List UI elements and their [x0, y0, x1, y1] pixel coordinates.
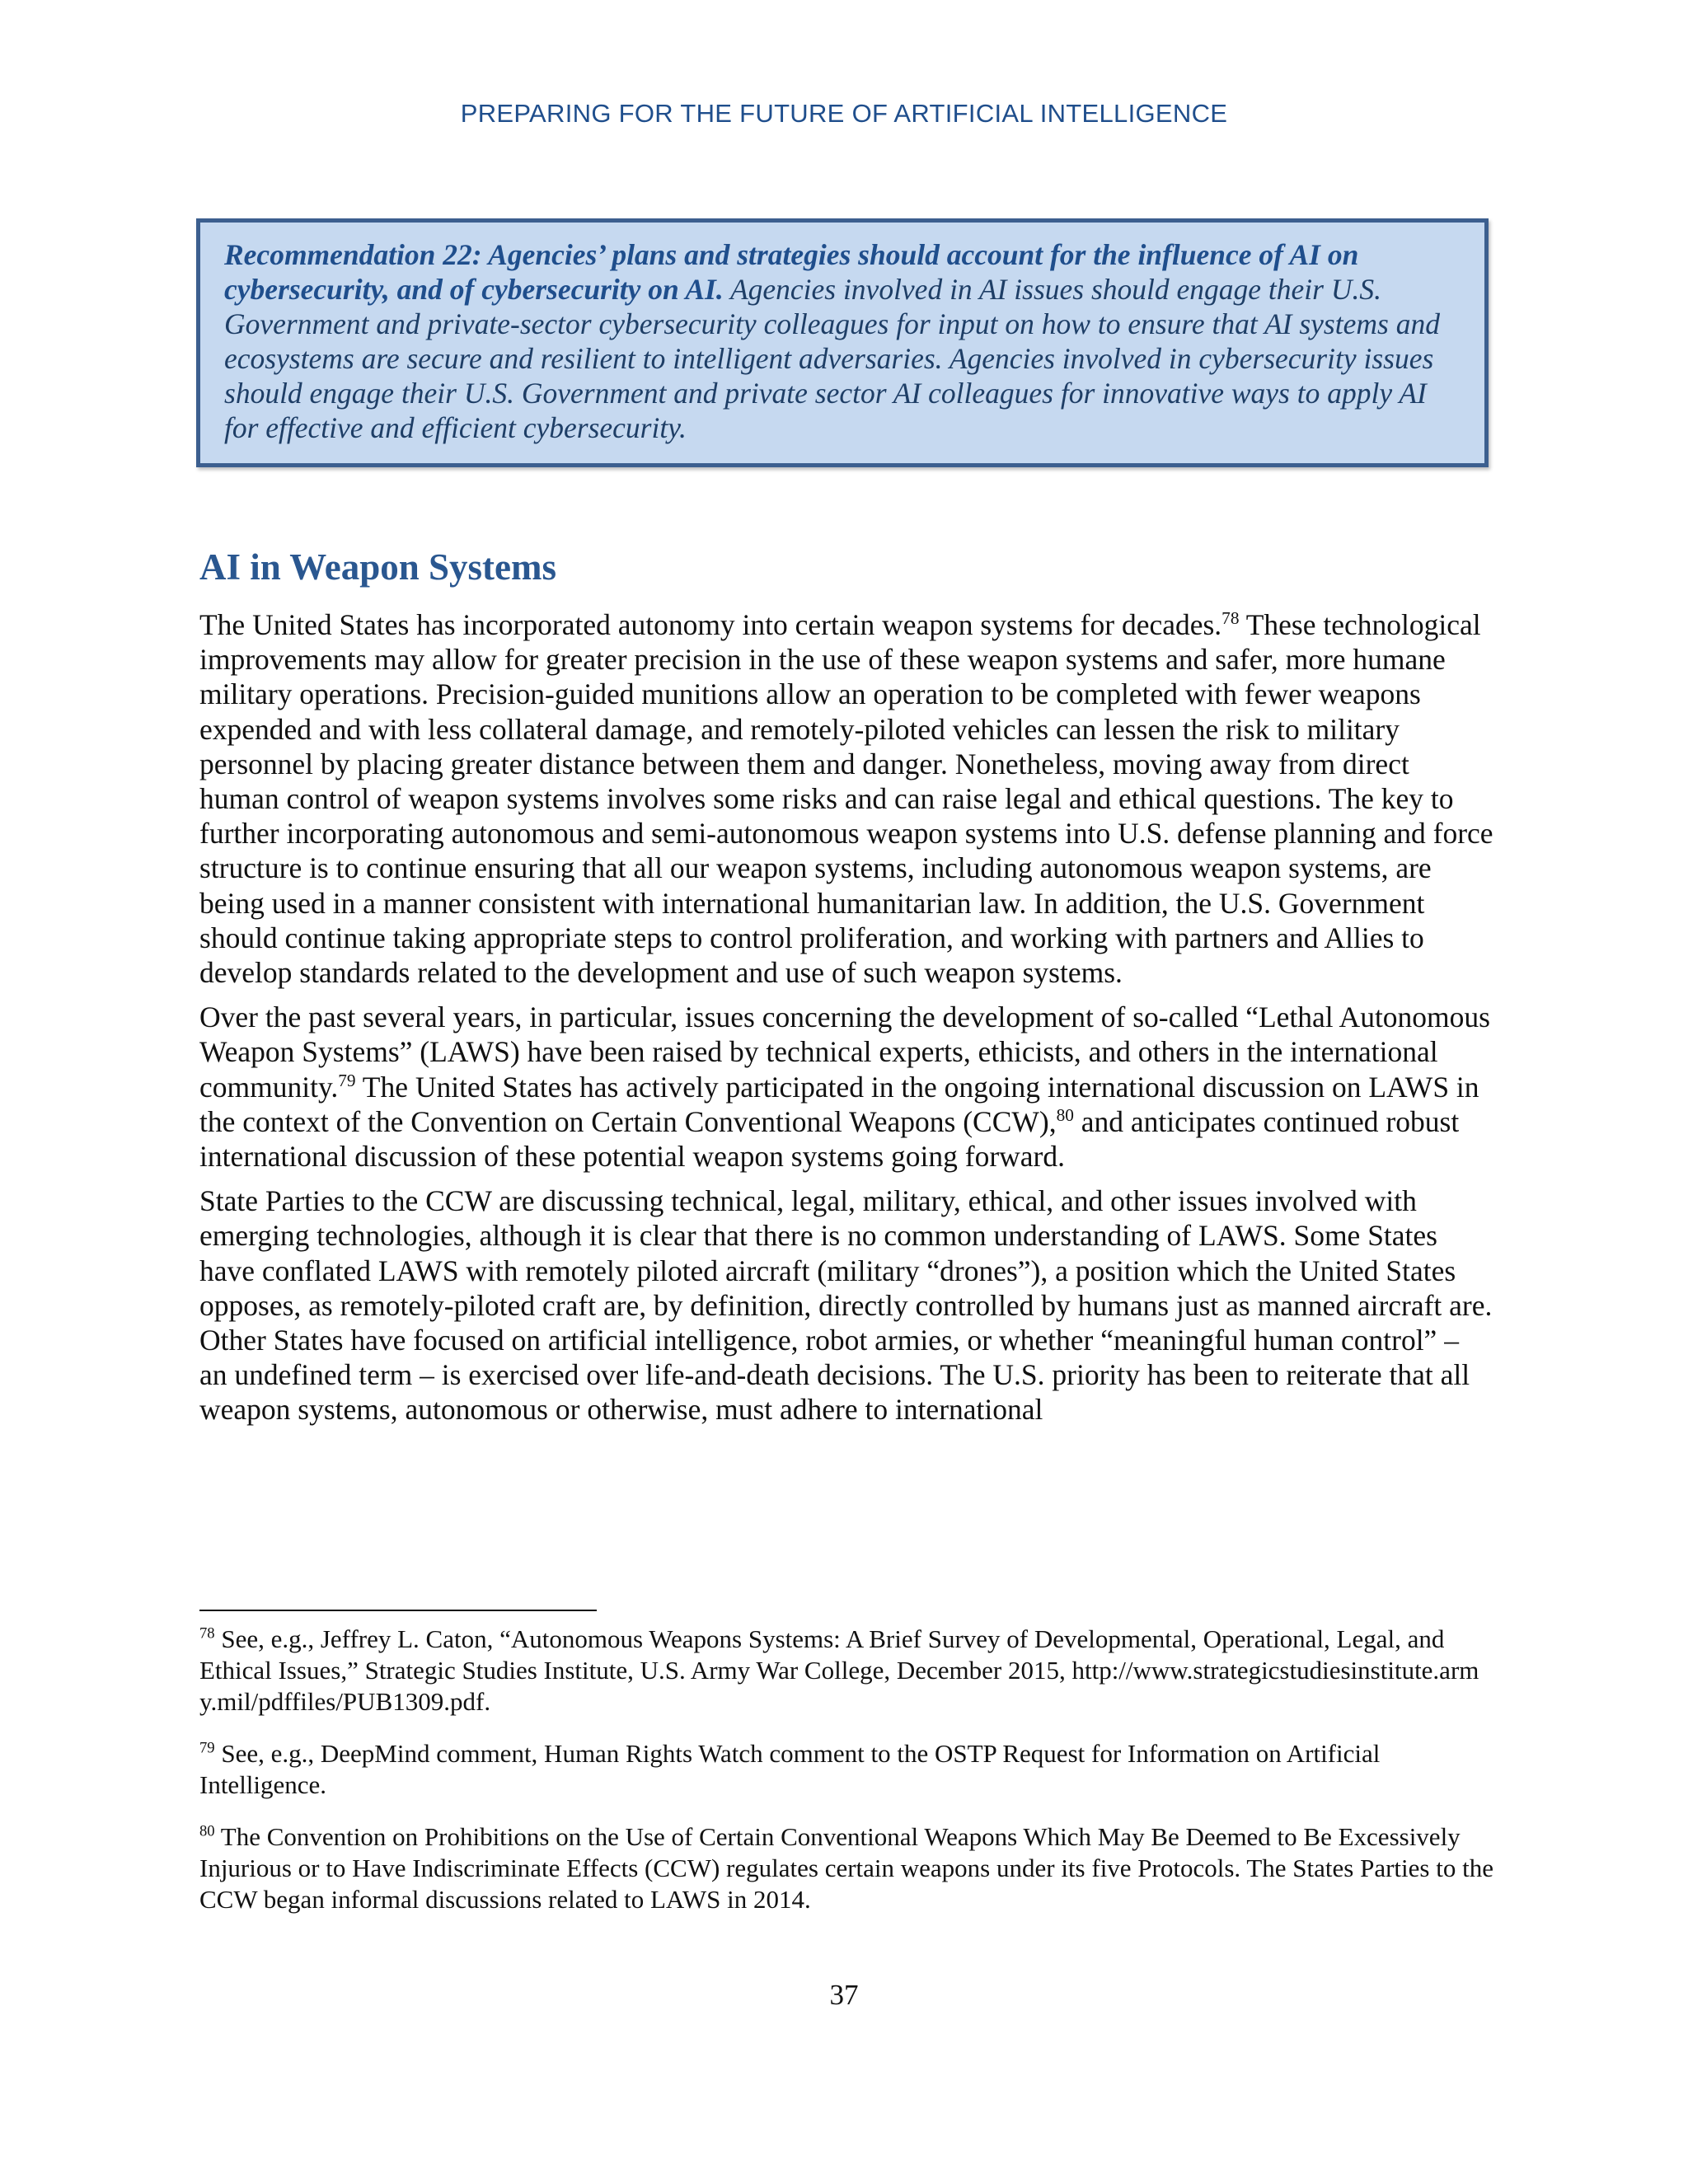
recommendation-box — [196, 218, 1489, 467]
footnote-ref-80: 80 — [1056, 1105, 1074, 1126]
paragraph-2-text-a: Over the past several years, in particular, issues concerning the development of so-called “Lethal Autonomous Weapon Systems” (LAWS) have been raised by technical experts, ethicists, and others in the international community. — [199, 1001, 1490, 1104]
footnote-text: See, e.g., DeepMind comment, Human Rights Watch comment to the OSTP Request for Information on Artificial Intelligence. — [199, 1739, 1381, 1799]
footnote-text: See, e.g., Jeffrey L. Caton, “Autonomous Weapons Systems: A Brief Survey of Developmental, Operational, Legal, and Ethical Issues,” Strategic Studies Institute, U.S. Army War College, December 2015, — [199, 1624, 1445, 1685]
footnotes — [199, 1624, 1493, 1936]
footnote-ref-78: 78 — [1221, 608, 1240, 629]
recommendation-text: Agencies involved in AI issues should engage their U.S. Government and private-sector cybersecurity colleagues for input on how to ensure that AI systems and ecosystems are secure and resilient to intelligent adversaries. Agencies involved in cybersecurity issues should engage their U.S. Government and private sector AI colleagues for innovative ways to apply AI for effective and efficient cybersecurity. — [224, 273, 1440, 444]
paragraph-2 — [199, 1000, 1493, 1174]
running-header: PREPARING FOR THE FUTURE OF ARTIFICIAL INTELLIGENCE — [460, 99, 1228, 128]
paragraph-3: State Parties to the CCW are discussing technical, legal, military, ethical, and other issues involved with emerging technologies, although it is clear that there is no common understanding of LAWS. Some States have conflated LAWS with remotely piloted aircraft (military “drones”), a position which the United States opposes, as remotely-piloted craft are, by definition, directly controlled by humans just as manned aircraft are. Other States have focused on artificial intelligence, robot armies, or whether “meaningful human control” – an undefined term – is exercised over life-and-death decisions. The U.S. priority has been to reiterate that all weapon systems, autonomous or otherwise, must adhere to international — [199, 1184, 1493, 1427]
footnote-number: 78 — [199, 1624, 215, 1643]
paragraph-2-text-c: and anticipates continued robust international discussion of these potential weapon systems going forward. — [199, 1104, 1460, 1174]
footnote-number: 79 — [199, 1739, 215, 1757]
recommendation-title: Recommendation 22: Agencies’ plans and strategies should account for the influence of AI on cybersecurity, and of cybersecurity on AI. — [224, 238, 1359, 306]
footnote-78 — [199, 1624, 1493, 1718]
footnote-separator — [199, 1610, 597, 1611]
footnote-url[interactable]: http://www.strategicstudiesinstitute.army.mil/pdffiles/PUB1309.pdf. — [199, 1656, 1479, 1716]
footnote-80 — [199, 1821, 1493, 1915]
footnote-ref-79: 79 — [338, 1070, 356, 1090]
paragraph-2-text-b: The United States has actively participated in the ongoing international discussion on LAWS in the context of the Convention on Certain Conventional Weapons (CCW), — [199, 1070, 1479, 1138]
paragraph-1-text-b: These technological improvements may allow for greater precision in the use of these weapon systems and safer, more humane military operations. Precision-guided munitions allow an operation to be completed with fewer weapons expended and with less collateral damage, and remotely-piloted vehicles can lessen the risk to military personnel by placing greater distance between them and danger. Nonetheless, moving away from direct human control of weapon systems involves some risks and can raise legal and ethical questions. The key to further incorporating autonomous and semi-autonomous weapon systems into U.S. defense planning and force structure is to continue ensuring that all our weapon systems, including autonomous weapon systems, are being used in a manner consistent with international humanitarian law. In addition, the U.S. Government should continue taking appropriate steps to control proliferation, and working with partners and Allies to develop standards related to the development and use of such weapon systems. — [199, 608, 1493, 990]
paragraph-1 — [199, 607, 1493, 990]
page-number: 37 — [829, 1979, 859, 2011]
footnote-text: The Convention on Prohibitions on the Use of Certain Conventional Weapons Which May Be Deemed to Be Excessively Injurious or to Have Indiscriminate Effects (CCW) regulates certain weapons under its five Protocols. The States Parties to the CCW began informal discussions related to LAWS in 2014. — [199, 1822, 1493, 1914]
section-heading: AI in Weapon Systems — [199, 546, 557, 588]
footnote-79 — [199, 1738, 1493, 1801]
paragraph-1-text-a: The United States has incorporated autonomy into certain weapon systems for decades. — [199, 608, 1222, 641]
footnote-number: 80 — [199, 1822, 215, 1840]
body-text — [199, 607, 1493, 1437]
